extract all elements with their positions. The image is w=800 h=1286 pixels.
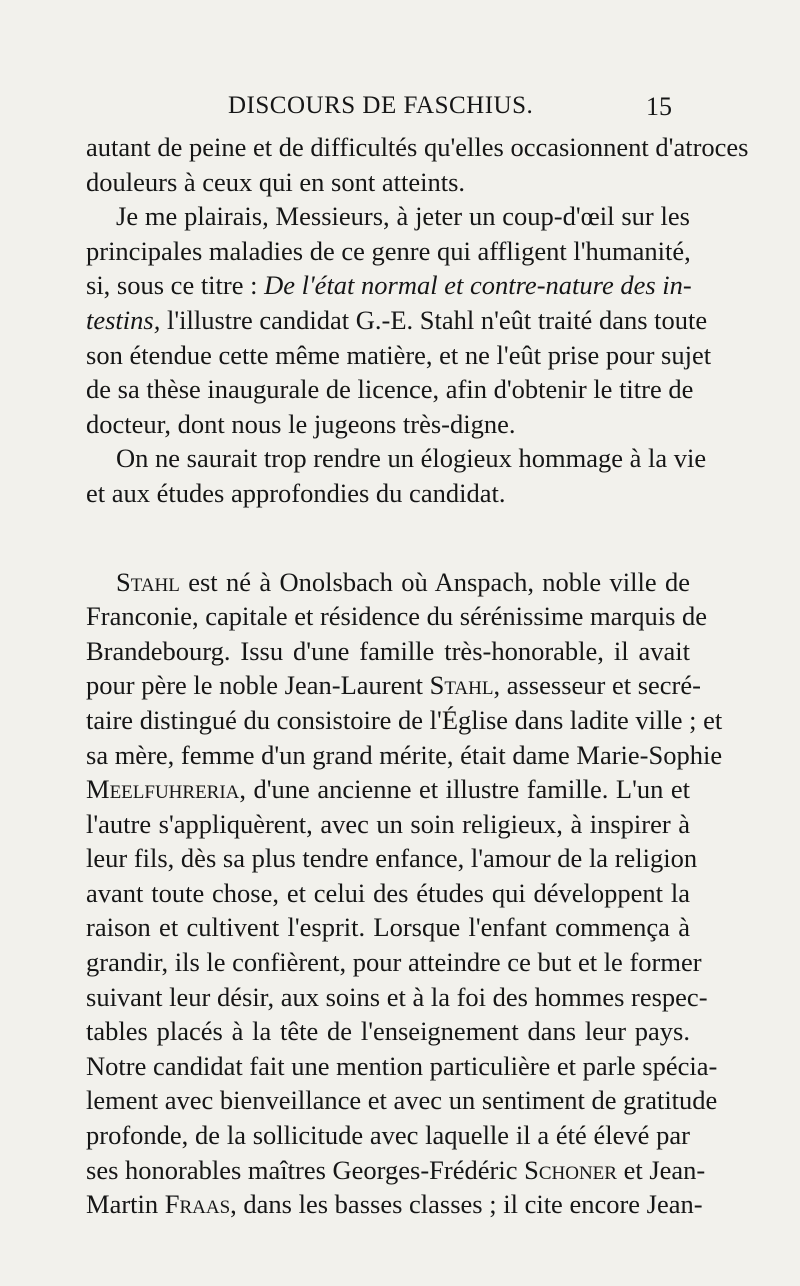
- text-line: testins, l'illustre candidat G.-E. Stahl n'eût traité dans toute: [86, 304, 708, 335]
- paragraph: [86, 441, 707, 510]
- text-line: Je me plairais, Messieurs, à jeter un coup-d'œil sur les: [116, 201, 690, 232]
- page-header: [0, 92, 800, 132]
- text-line: si, sous ce titre : De l'état normal et contre-nature des in-: [86, 270, 692, 301]
- text-line: On ne saurait trop rendre un élogieux hommage à la vie: [116, 443, 707, 474]
- text-line: Franconie, capitale et résidence du sérénissime marquis de: [86, 601, 708, 632]
- text-line: grandir, ils le confièrent, pour atteindre ce but et le former: [86, 947, 702, 978]
- name-small-caps: Meelfuhreria: [86, 774, 240, 805]
- text-line: l'autre s'appliquèrent, avec un soin religieux, à inspirer à: [86, 808, 690, 839]
- text-line: leur fils, dès sa plus tendre enfance, l'amour de la religion: [86, 843, 698, 874]
- thesis-title-italic: De l'état normal et contre-nature des in-: [264, 270, 692, 301]
- page-number: 15: [646, 92, 672, 121]
- text-line: Stahl est né à Onolsbach où Anspach, noble ville de: [116, 566, 690, 597]
- text-line: autant de peine et de difficultés qu'elles occasionnent d'atroces: [86, 132, 749, 162]
- text-line: suivant leur désir, aux soins et à la foi des hommes respec-: [86, 981, 708, 1012]
- text-line: Notre candidat fait une mention particulière et parle spécia-: [86, 1050, 718, 1081]
- text-line: Meelfuhreria, d'une ancienne et illustre famille. L'un et: [86, 774, 690, 805]
- thesis-title-italic: testins,: [86, 304, 161, 335]
- text-line: tables placés à la tête de l'enseignement dans leur pays.: [86, 1016, 690, 1047]
- text-line: principales maladies de ce genre qui affligent l'humanité,: [86, 235, 691, 266]
- name-small-caps: Schoner: [524, 1154, 617, 1185]
- text-line: son étendue cette même matière, et ne l'eût prise pour sujet: [86, 339, 712, 370]
- text-line: sa mère, femme d'un grand mérite, était dame Marie-Sophie: [86, 739, 723, 770]
- body-text: [86, 130, 749, 1222]
- text-line: avant toute chose, et celui des études qui développent la: [86, 877, 690, 908]
- text-line: docteur, dont nous le jugeons très-digne.: [86, 408, 516, 439]
- name-small-caps: Fraas: [164, 1189, 231, 1220]
- text-line: Brandebourg. Issu d'une famille très-honorable, il avait: [86, 635, 690, 666]
- text-line: douleurs à ceux qui en sont atteints.: [86, 166, 466, 197]
- section-gap: [86, 511, 690, 565]
- name-small-caps: Stahl: [116, 566, 180, 597]
- running-title: DISCOURS DE FASCHIUS.: [228, 92, 534, 119]
- text-line: ses honorables maîtres Georges-Frédéric Schoner et Jean-: [86, 1154, 706, 1185]
- paragraph: [86, 199, 712, 441]
- text-line: raison et cultivent l'esprit. Lorsque l'enfant commença à: [86, 912, 690, 943]
- text-line: et aux études approfondies du candidat.: [86, 477, 506, 508]
- paragraph: [86, 130, 749, 199]
- text-line: Martin Fraas, dans les basses classes ; il cite encore Jean-: [86, 1189, 703, 1220]
- text-line: taire distingué du consistoire de l'Église dans ladite ville ; et: [86, 704, 723, 735]
- text-line: de sa thèse inaugurale de licence, afin d'obtenir le titre de: [86, 374, 694, 405]
- text-line: profonde, de la sollicitude avec laquelle il a été élevé par: [86, 1120, 690, 1151]
- text-line: pour père le noble Jean-Laurent Stahl, assesseur et secré-: [86, 670, 701, 701]
- paragraph: [86, 565, 723, 1222]
- text-line: lement avec bienveillance et avec un sentiment de gratitude: [86, 1085, 718, 1116]
- name-small-caps: Stahl: [429, 670, 494, 701]
